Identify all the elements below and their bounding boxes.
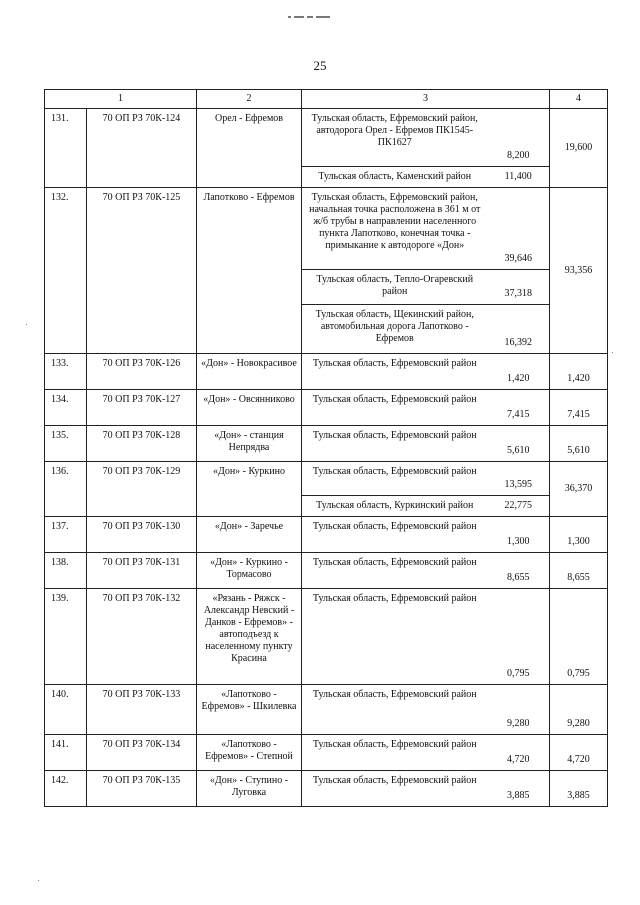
scan-speck xyxy=(38,880,39,881)
road-total-length: 5,610 xyxy=(550,426,608,462)
top-scan-mark xyxy=(288,8,348,12)
road-total-length: 0,795 xyxy=(550,589,608,685)
road-total-length: 36,370 xyxy=(550,462,608,517)
segment-length: 11,400 xyxy=(488,167,550,188)
table-row xyxy=(45,685,608,735)
row-number: 131. xyxy=(45,109,87,188)
road-name: «Дон» - Куркино xyxy=(197,462,302,517)
segment-area: Тульская область, Ефремовский район xyxy=(302,589,488,685)
segment-length: 13,595 xyxy=(488,462,550,496)
row-number: 138. xyxy=(45,553,87,589)
road-name: «Лапотково - Ефремов» - Шкилевка xyxy=(197,685,302,735)
road-total-length: 1,420 xyxy=(550,354,608,390)
row-number: 140. xyxy=(45,685,87,735)
segment-length: 7,415 xyxy=(488,390,550,426)
row-number: 139. xyxy=(45,589,87,685)
header-col-2: 2 xyxy=(197,90,302,109)
segment-length: 22,775 xyxy=(488,496,550,517)
road-code: 70 ОП РЗ 70К-129 xyxy=(87,462,197,517)
table-row xyxy=(45,426,608,462)
row-number: 133. xyxy=(45,354,87,390)
road-name: Орел - Ефремов xyxy=(197,109,302,188)
table-row xyxy=(45,589,608,685)
segment-length: 1,300 xyxy=(488,517,550,553)
segment-area: Тульская область, Ефремовский район xyxy=(302,426,488,462)
segment-area: Тульская область, Ефремовский район xyxy=(302,390,488,426)
row-number: 132. xyxy=(45,188,87,354)
segment-area: Тульская область, Ефремовский район, автодорога Орел - Ефремов ПК1545-ПК1627 xyxy=(302,109,488,167)
road-code: 70 ОП РЗ 70К-124 xyxy=(87,109,197,188)
header-col-4: 4 xyxy=(550,90,608,109)
header-col-1: 1 xyxy=(45,90,197,109)
segment-length: 3,885 xyxy=(488,771,550,807)
roads-table xyxy=(44,89,608,807)
segment-area: Тульская область, Ефремовский район xyxy=(302,462,488,496)
table-row xyxy=(45,390,608,426)
segment-length: 5,610 xyxy=(488,426,550,462)
road-code: 70 ОП РЗ 70К-130 xyxy=(87,517,197,553)
road-code: 70 ОП РЗ 70К-132 xyxy=(87,589,197,685)
road-name: Лапотково - Ефремов xyxy=(197,188,302,354)
segment-area: Тульская область, Ефремовский район xyxy=(302,735,488,771)
road-total-length: 1,300 xyxy=(550,517,608,553)
road-code: 70 ОП РЗ 70К-133 xyxy=(87,685,197,735)
road-code: 70 ОП РЗ 70К-134 xyxy=(87,735,197,771)
page-number: 25 xyxy=(313,58,327,73)
table-row xyxy=(45,553,608,589)
table-row xyxy=(45,517,608,553)
segment-length: 8,655 xyxy=(488,553,550,589)
road-total-length: 19,600 xyxy=(550,109,608,188)
table-row xyxy=(45,735,608,771)
scan-speck xyxy=(26,324,27,325)
segment-area: Тульская область, Ефремовский район xyxy=(302,517,488,553)
segment-length: 1,420 xyxy=(488,354,550,390)
road-total-length: 3,885 xyxy=(550,771,608,807)
road-name: «Дон» - станция Непрядва xyxy=(197,426,302,462)
segment-area: Тульская область, Щекинский район, автомобильная дорога Лапотково - Ефремов xyxy=(302,305,488,354)
segment-length: 16,392 xyxy=(488,305,550,354)
segment-area: Тульская область, Ефремовский район xyxy=(302,354,488,390)
road-total-length: 8,655 xyxy=(550,553,608,589)
road-code: 70 ОП РЗ 70К-128 xyxy=(87,426,197,462)
road-code: 70 ОП РЗ 70К-125 xyxy=(87,188,197,354)
road-total-length: 7,415 xyxy=(550,390,608,426)
road-total-length: 93,356 xyxy=(550,188,608,354)
segment-area: Тульская область, Каменский район xyxy=(302,167,488,188)
segment-area: Тульская область, Тепло-Огаревский район xyxy=(302,270,488,305)
segment-length: 4,720 xyxy=(488,735,550,771)
segment-area: Тульская область, Ефремовский район xyxy=(302,771,488,807)
road-name: «Дон» - Заречье xyxy=(197,517,302,553)
road-name: «Дон» - Ступино - Луговка xyxy=(197,771,302,807)
segment-area: Тульская область, Ефремовский район, начальная точка расположена в 361 м от ж/б трубы в направлении населенного пункта Лапотково, конечная точка - примыкание к автодороге «Дон» xyxy=(302,188,488,270)
segment-length: 0,795 xyxy=(488,589,550,685)
road-name: «Рязань - Ряжск - Александр Невский - Данков - Ефремов» - автоподъезд к населенному пункту Красина xyxy=(197,589,302,685)
scan-speck xyxy=(612,352,613,353)
road-code: 70 ОП РЗ 70К-126 xyxy=(87,354,197,390)
segment-area: Тульская область, Ефремовский район xyxy=(302,685,488,735)
road-name: «Дон» - Новокрасивое xyxy=(197,354,302,390)
road-total-length: 9,280 xyxy=(550,685,608,735)
segment-area: Тульская область, Куркинский район xyxy=(302,496,488,517)
row-number: 142. xyxy=(45,771,87,807)
segment-length: 8,200 xyxy=(488,109,550,167)
table-row xyxy=(45,462,608,496)
segment-area: Тульская область, Ефремовский район xyxy=(302,553,488,589)
road-total-length: 4,720 xyxy=(550,735,608,771)
row-number: 137. xyxy=(45,517,87,553)
road-code: 70 ОП РЗ 70К-135 xyxy=(87,771,197,807)
segment-length: 39,646 xyxy=(488,188,550,270)
header-col-3: 3 xyxy=(302,90,550,109)
table-row xyxy=(45,354,608,390)
row-number: 136. xyxy=(45,462,87,517)
row-number: 134. xyxy=(45,390,87,426)
table-header-row xyxy=(45,90,608,109)
road-name: «Дон» - Куркино - Тормасово xyxy=(197,553,302,589)
road-code: 70 ОП РЗ 70К-127 xyxy=(87,390,197,426)
table-row xyxy=(45,771,608,807)
segment-length: 9,280 xyxy=(488,685,550,735)
road-name: «Лапотково - Ефремов» - Степной xyxy=(197,735,302,771)
road-name: «Дон» - Овсянниково xyxy=(197,390,302,426)
segment-length: 37,318 xyxy=(488,270,550,305)
road-code: 70 ОП РЗ 70К-131 xyxy=(87,553,197,589)
table-row xyxy=(45,188,608,270)
row-number: 141. xyxy=(45,735,87,771)
row-number: 135. xyxy=(45,426,87,462)
table-row xyxy=(45,109,608,167)
